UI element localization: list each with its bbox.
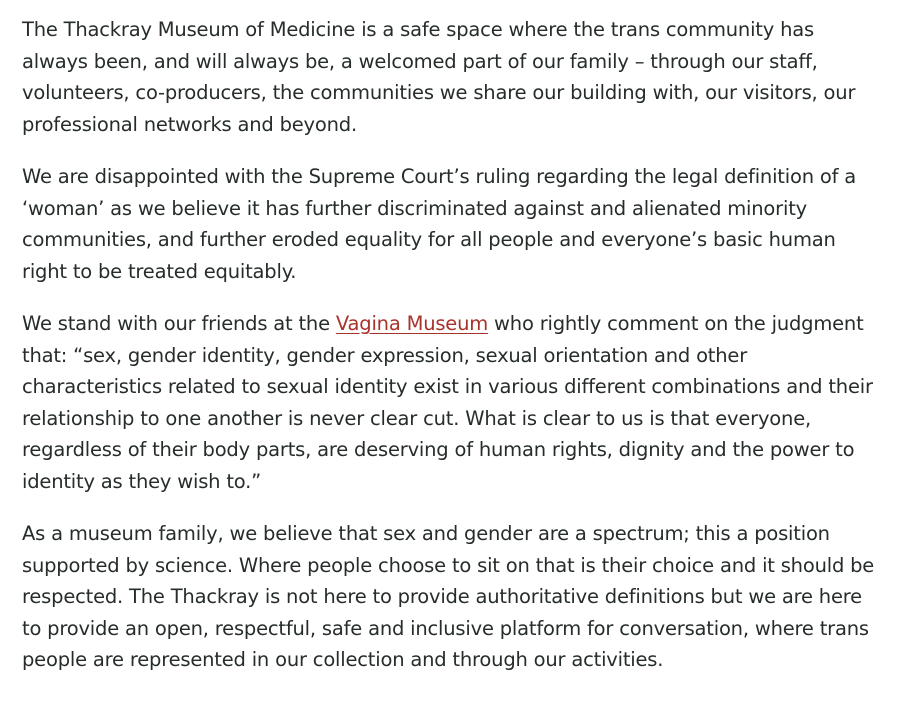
paragraph-supreme-court-ruling: We are disappointed with the Supreme Court’s ruling regarding the legal definition of a ‘woman’ as we believe it has further discriminated against and alienated minority communities, and further eroded equality for all people and everyone’s basic human right to be treated equitably. [22, 165, 856, 283]
paragraph-text-after-link: who rightly comment on the judgment that: “sex, gender identity, gender expression, sexual orientation and other characteristics related to sexual identity exist in various different combinations and their relationship to one another is never clear cut. What is clear to us is that everyone, regardless of their body parts, are deserving of human rights, dignity and the power to identity as they wish to.” [22, 312, 873, 493]
paragraph-trans-community: The Thackray Museum of Medicine is a safe space where the trans community has always been, and will always be, a welcomed part of our family – through our staff, volunteers, co-producers, the communities we share our building with, our visitors, our professional networks and beyond. [22, 18, 856, 136]
article-body [22, 14, 882, 697]
paragraph-vagina-museum-quote [22, 308, 882, 497]
paragraph-sex-gender-spectrum: As a museum family, we believe that sex and gender are a spectrum; this a position supported by science. Where people choose to sit on that is their choice and it should be respected. The Thackray is not here to provide authoritative definitions but we are here to provide an open, respectful, safe and inclusive platform for conversation, where trans people are represented in our collection and through our activities. [22, 522, 875, 671]
vagina-museum-link[interactable]: Vagina Museum [335, 312, 489, 335]
paragraph-text-before-link: We stand with our friends at the [22, 312, 336, 335]
